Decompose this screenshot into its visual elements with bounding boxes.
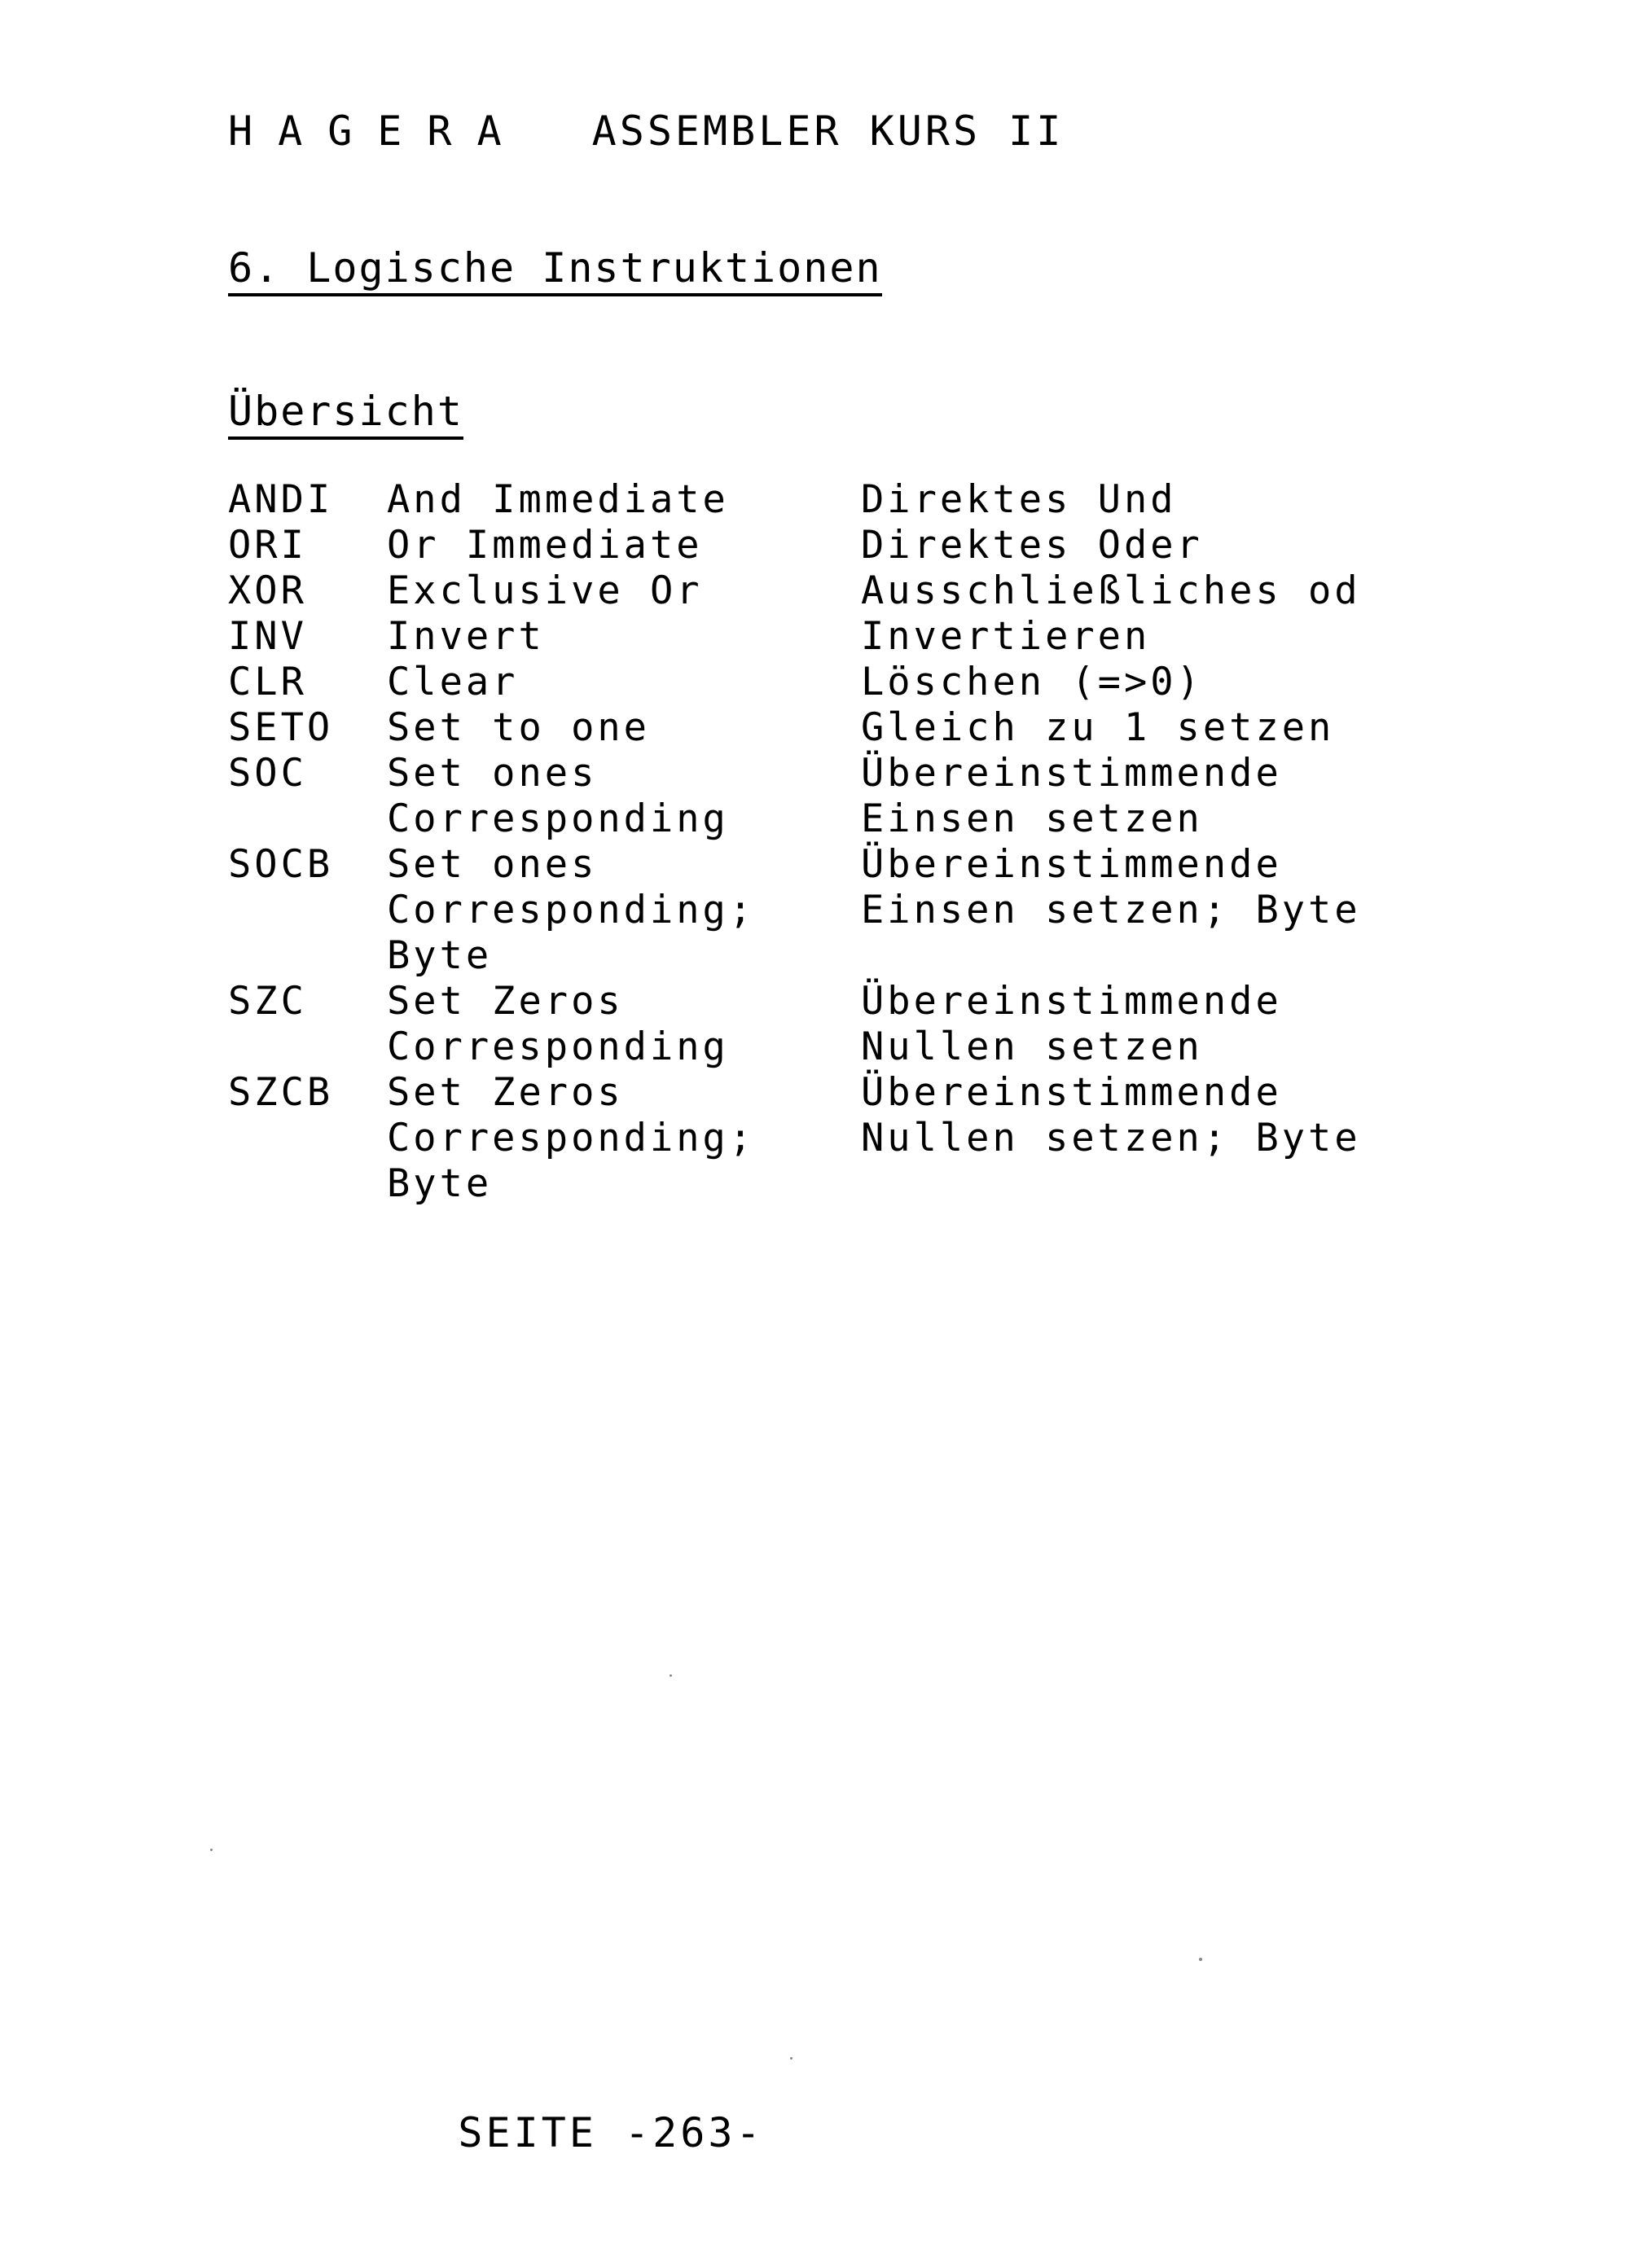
instruction-mnemonic: INV	[228, 614, 307, 659]
table-row	[228, 660, 1499, 705]
instruction-german-name: Direktes Oder	[861, 523, 1203, 568]
instruction-german-name: Nullen setzen	[861, 1024, 1203, 1069]
table-row	[228, 751, 1499, 796]
instruction-german-name: Ausschließliches od	[861, 568, 1361, 613]
instruction-german-name: Löschen (=>0)	[861, 660, 1203, 704]
instruction-english-name: And Immediate	[387, 477, 729, 522]
instruction-german-name: Übereinstimmende	[861, 979, 1282, 1024]
instruction-mnemonic: XOR	[228, 568, 307, 613]
instruction-english-name: Corresponding	[387, 796, 729, 841]
table-row	[228, 796, 1499, 842]
page-number: SEITE -263-	[458, 2109, 764, 2156]
instruction-german-name: Übereinstimmende	[861, 842, 1282, 887]
instruction-english-name: Set Zeros	[387, 979, 624, 1024]
instruction-german-name: Einsen setzen; Byte	[861, 888, 1361, 932]
instruction-english-name: Or Immediate	[387, 523, 703, 568]
instruction-mnemonic: SZC	[228, 979, 307, 1024]
instruction-english-name: Corresponding;	[387, 1116, 756, 1160]
table-row	[228, 523, 1499, 568]
instruction-mnemonic: ANDI	[228, 477, 334, 522]
instruction-mnemonic: SOC	[228, 751, 307, 796]
instruction-german-name: Übereinstimmende	[861, 1070, 1282, 1115]
instruction-german-name: Gleich zu 1 setzen	[861, 705, 1335, 750]
scan-speck	[210, 1849, 213, 1851]
table-row	[228, 1161, 1499, 1207]
scan-speck	[790, 2057, 793, 2060]
scan-speck	[1199, 1958, 1202, 1961]
table-row	[228, 568, 1499, 614]
instruction-mnemonic: SOCB	[228, 842, 334, 887]
instruction-english-name: Byte	[387, 933, 493, 978]
instruction-mnemonic: SETO	[228, 705, 334, 750]
table-row	[228, 614, 1499, 660]
table-row	[228, 933, 1499, 979]
instruction-english-name: Invert	[387, 614, 545, 659]
instruction-english-name: Set ones	[387, 751, 598, 796]
table-row	[228, 842, 1499, 888]
instruction-german-name: Nullen setzen; Byte	[861, 1116, 1361, 1160]
instruction-german-name: Einsen setzen	[861, 796, 1203, 841]
instruction-mnemonic: CLR	[228, 660, 307, 704]
instruction-english-name: Set ones	[387, 842, 598, 887]
instruction-german-name: Invertieren	[861, 614, 1151, 659]
table-row	[228, 705, 1499, 751]
instruction-mnemonic: ORI	[228, 523, 307, 568]
instruction-english-name: Exclusive Or	[387, 568, 703, 613]
instruction-english-name: Corresponding;	[387, 888, 756, 932]
table-row	[228, 888, 1499, 933]
table-row	[228, 979, 1499, 1024]
instruction-english-name: Set Zeros	[387, 1070, 624, 1115]
chapter-title: 6. Logische Instruktionen	[228, 244, 882, 296]
instruction-mnemonic: SZCB	[228, 1070, 334, 1115]
instruction-table	[228, 477, 1499, 1207]
table-row	[228, 1024, 1499, 1070]
scan-speck	[670, 1674, 672, 1677]
table-row	[228, 1116, 1499, 1161]
instruction-english-name: Set to one	[387, 705, 650, 750]
instruction-english-name: Byte	[387, 1161, 493, 1206]
header-brand: HAGERA	[228, 107, 527, 155]
instruction-german-name: Direktes Und	[861, 477, 1177, 522]
table-row	[228, 1070, 1499, 1116]
instruction-german-name: Übereinstimmende	[861, 751, 1282, 796]
header-course-title: ASSEMBLER KURS II	[591, 107, 1065, 155]
instruction-english-name: Clear	[387, 660, 519, 704]
page-header	[228, 107, 1064, 155]
instruction-english-name: Corresponding	[387, 1024, 729, 1069]
section-title: Übersicht	[228, 388, 463, 440]
table-row	[228, 477, 1499, 523]
